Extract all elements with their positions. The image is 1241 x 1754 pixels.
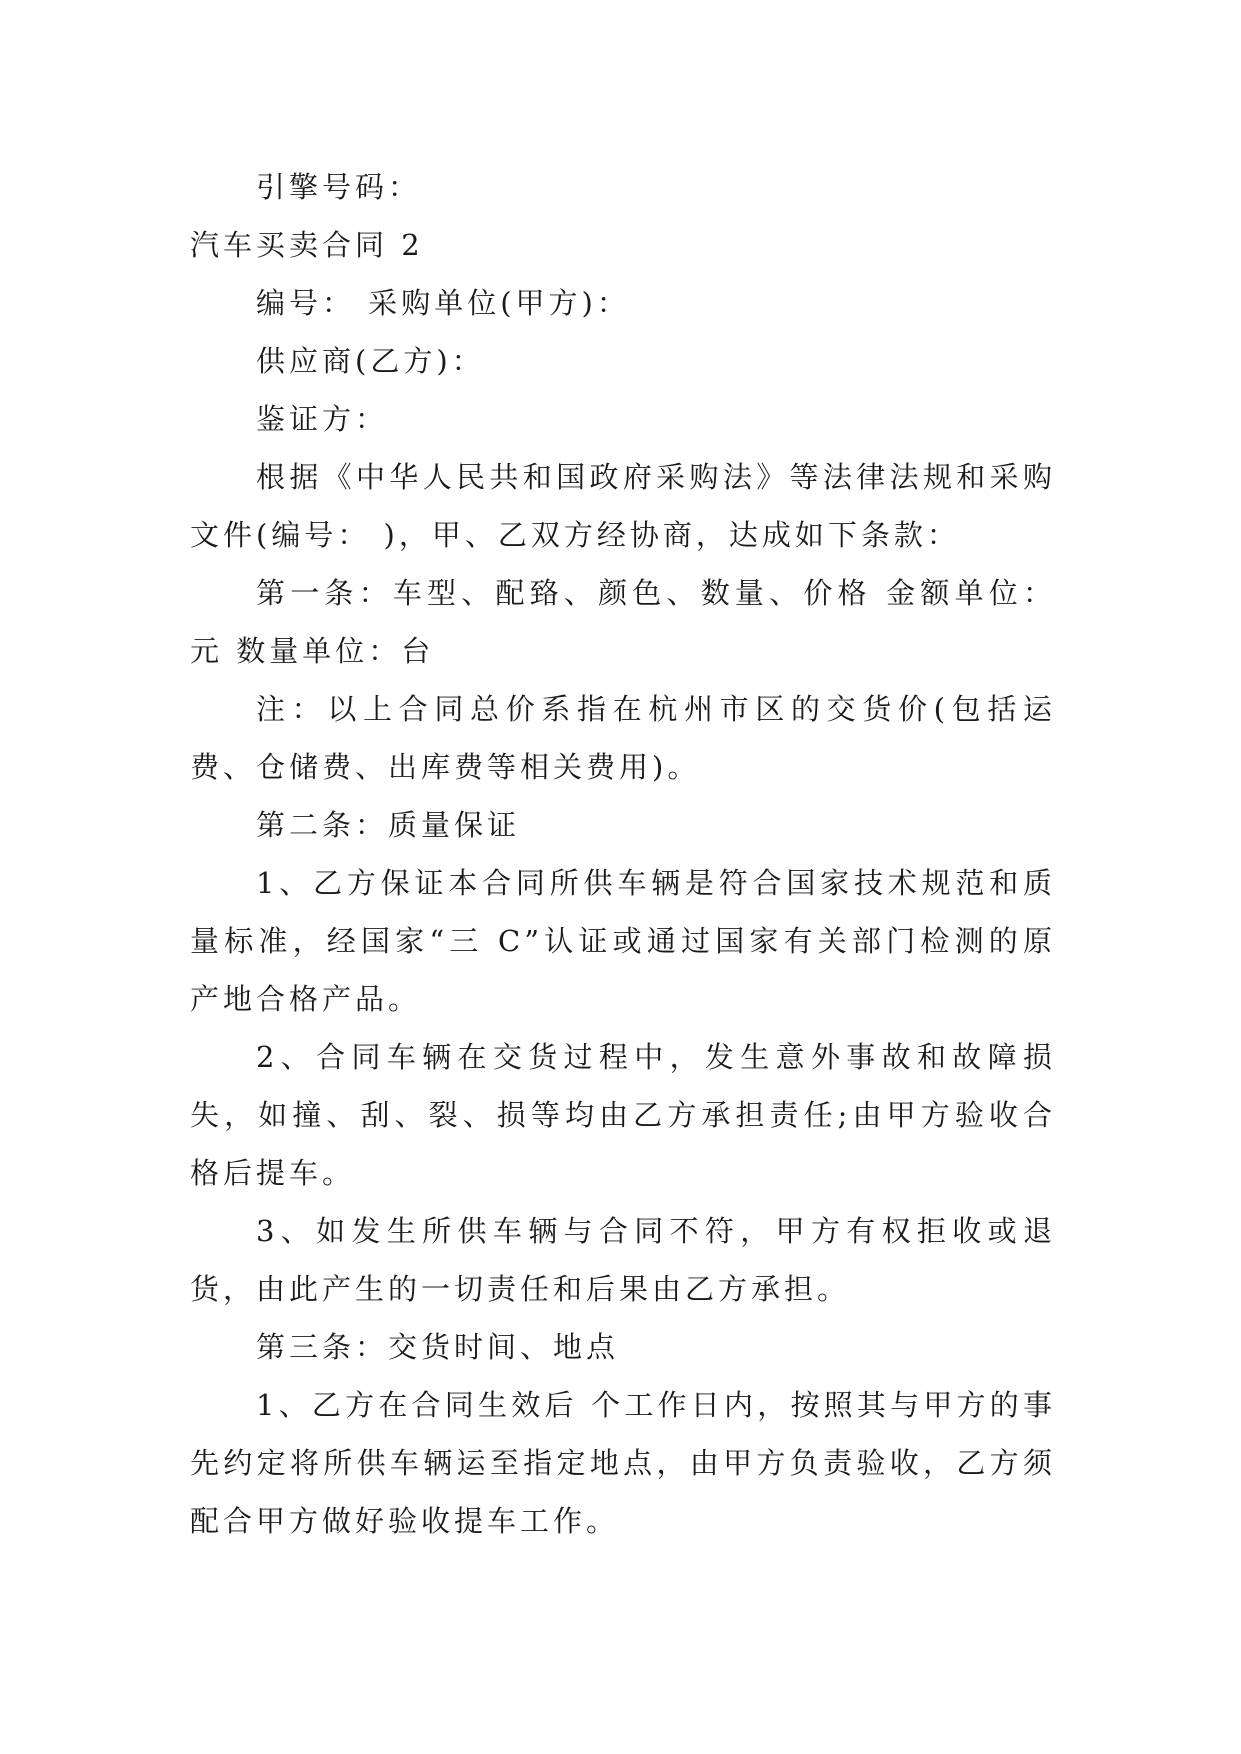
contract-number-line: 编号： 采购单位(甲方)： bbox=[256, 286, 630, 320]
supplier-line: 供应商(乙方)： bbox=[256, 344, 485, 378]
preamble-paragraph: 根据《中华人民共和国政府采购法》等法律法规和采购文件(编号： )，甲、乙双方经协商，达成如下条款： bbox=[190, 460, 1056, 552]
contract-title: 汽车买卖合同 2 bbox=[190, 228, 424, 262]
article-2-clause-2: 2、合同车辆在交货过程中，发生意外事故和故障损失，如撞、刮、裂、损等均由乙方承担责任;由甲方验收合格后提车。 bbox=[190, 1040, 1056, 1190]
article-1-paragraph: 第一条：车型、配臵、颜色、数量、价格 金额单位：元 数量单位：台 bbox=[190, 576, 1056, 668]
article-2-heading: 第二条：质量保证 bbox=[256, 808, 521, 842]
article-2-clause-3: 3、如发生所供车辆与合同不符，甲方有权拒收或退货，由此产生的一切责任和后果由乙方承担。 bbox=[190, 1214, 1056, 1306]
article-3-clause-1: 1、乙方在合同生效后 个工作日内，按照其与甲方的事先约定将所供车辆运至指定地点，由甲方负责验收，乙方须配合甲方做好验收提车工作。 bbox=[190, 1388, 1056, 1538]
note-paragraph: 注：以上合同总价系指在杭州市区的交货价(包括运费、仓储费、出库费等相关费用)。 bbox=[190, 692, 1056, 784]
article-3-heading: 第三条：交货时间、地点 bbox=[256, 1330, 620, 1364]
engine-number-line: 引擎号码： bbox=[256, 170, 422, 204]
document-body bbox=[190, 158, 1056, 1550]
article-2-clause-1: 1、乙方保证本合同所供车辆是符合国家技术规范和质量标准，经国家“三 C”认证或通过国家有关部门检测的原产地合格产品。 bbox=[190, 866, 1056, 1016]
witness-line: 鉴证方： bbox=[256, 402, 389, 436]
